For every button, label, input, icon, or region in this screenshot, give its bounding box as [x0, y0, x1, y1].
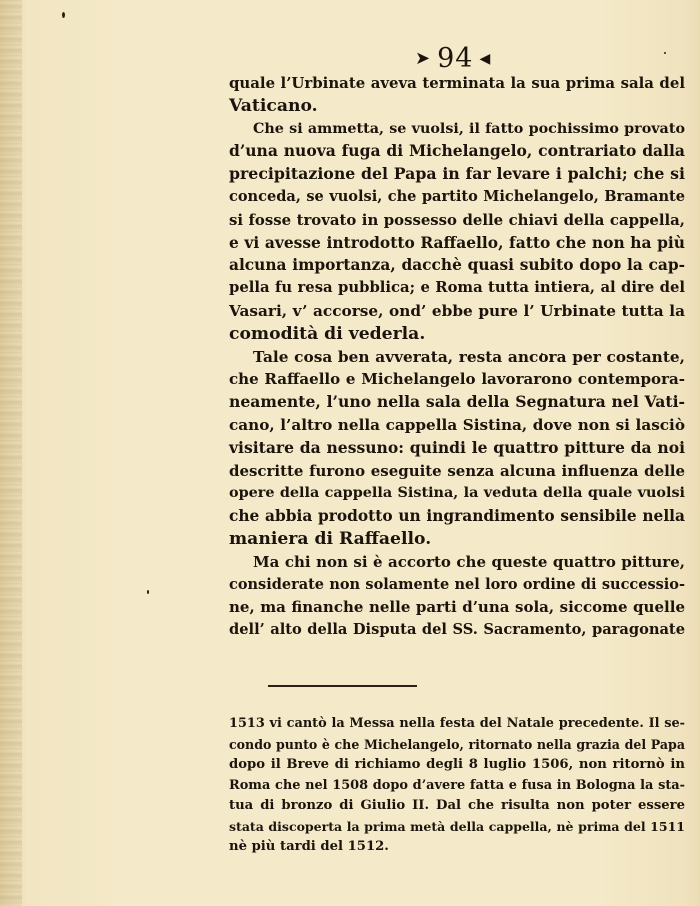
ink-speck [62, 12, 65, 18]
footnote-line: nè più tardi del 1512. [229, 839, 389, 854]
text-line: quale l’Urbinate aveva terminata la sua prima sala del [229, 74, 685, 92]
ink-speck [147, 590, 149, 594]
footnote-line: 1513 vi cantò la Messa nella festa del Natale precedente. Il se- [229, 716, 685, 731]
text-line: ne, ma finanche nelle parti d’una sola, siccome quelle [229, 598, 685, 617]
text-line: pella fu resa pubblica; e Roma tutta intiera, al dire del [229, 279, 685, 297]
text-line: neamente, l’uno nella sala della Segnatura nel Vati- [229, 392, 685, 412]
footnote [229, 714, 685, 858]
text-line: cano, l’altro nella cappella Sistina, dove non si lasciò [229, 415, 685, 434]
body-text [229, 72, 685, 642]
ink-speck [664, 52, 666, 54]
text-line: opere della cappella Sistina, la veduta della quale vuolsi [229, 484, 685, 502]
text-line: Ma chi non si è accorto che queste quattro pitture, [253, 552, 685, 571]
text-line: Vaticano. [229, 95, 318, 116]
page-number-value: 94 [437, 43, 474, 74]
text-line: Vasari, v’ accorse, ond’ ebbe pure l’ Urbinate tutta la [229, 301, 685, 320]
text-line: precipitazione del Papa in far levare i palchi; che si [229, 164, 685, 184]
text-line: d’una nuova fuga di Michelangelo, contrariato dalla [229, 141, 685, 161]
footnote-divider [268, 685, 417, 687]
text-line: e vi avesse introdotto Raffaello, fatto che non ha più [229, 232, 685, 252]
text-line: Che si ammetta, se vuolsi, il fatto pochissimo provato [253, 120, 685, 137]
page-number-marker-right-icon: ◀ [479, 51, 492, 67]
text-line: considerate non solamente nel loro ordine di successio- [229, 575, 685, 593]
text-line: conceda, se vuolsi, che partito Michelangelo, Bramante [229, 187, 685, 205]
footnote-line: stata discoperta la prima metà della cappella, nè prima del 1511 [229, 818, 685, 834]
text-line: descritte furono eseguite senza alcuna influenza delle [229, 461, 685, 480]
footnote-line: dopo il Breve di richiamo degli 8 luglio 1506, non ritornò in [229, 757, 685, 772]
page-number-marker-left-icon: ➤ [415, 48, 432, 69]
text-line: che abbia prodotto un ingrandimento sensibile nella [229, 507, 685, 526]
footnote-line: condo punto è che Michelangelo, ritornato nella grazia del Papa [229, 736, 685, 752]
text-line: alcuna importanza, dacchè quasi subito dopo la cap- [229, 256, 685, 275]
text-line: che Raffaello e Michelangelo lavorarono contempora- [229, 370, 685, 389]
page-binding-edge [0, 0, 22, 906]
text-line: visitare da nessuno: quindi le quattro pitture da noi [229, 437, 685, 457]
text-line: si fosse trovato in possesso delle chiavi della cappella, [229, 210, 685, 229]
text-line: maniera di Raffaello. [229, 528, 432, 549]
text-line: dell’ alto della Disputa del SS. Sacramento, paragonate [229, 621, 685, 639]
text-line: Tale cosa ben avverata, resta ancora per costante, [253, 347, 685, 366]
text-line: comodità di vederla. [229, 323, 426, 344]
footnote-line: Roma che nel 1508 dopo d’avere fatta e fusa in Bologna la sta- [229, 777, 685, 793]
page-number [415, 44, 495, 74]
footnote-line: tua di bronzo di Giulio II. Dal che risulta non poter essere [229, 798, 685, 813]
